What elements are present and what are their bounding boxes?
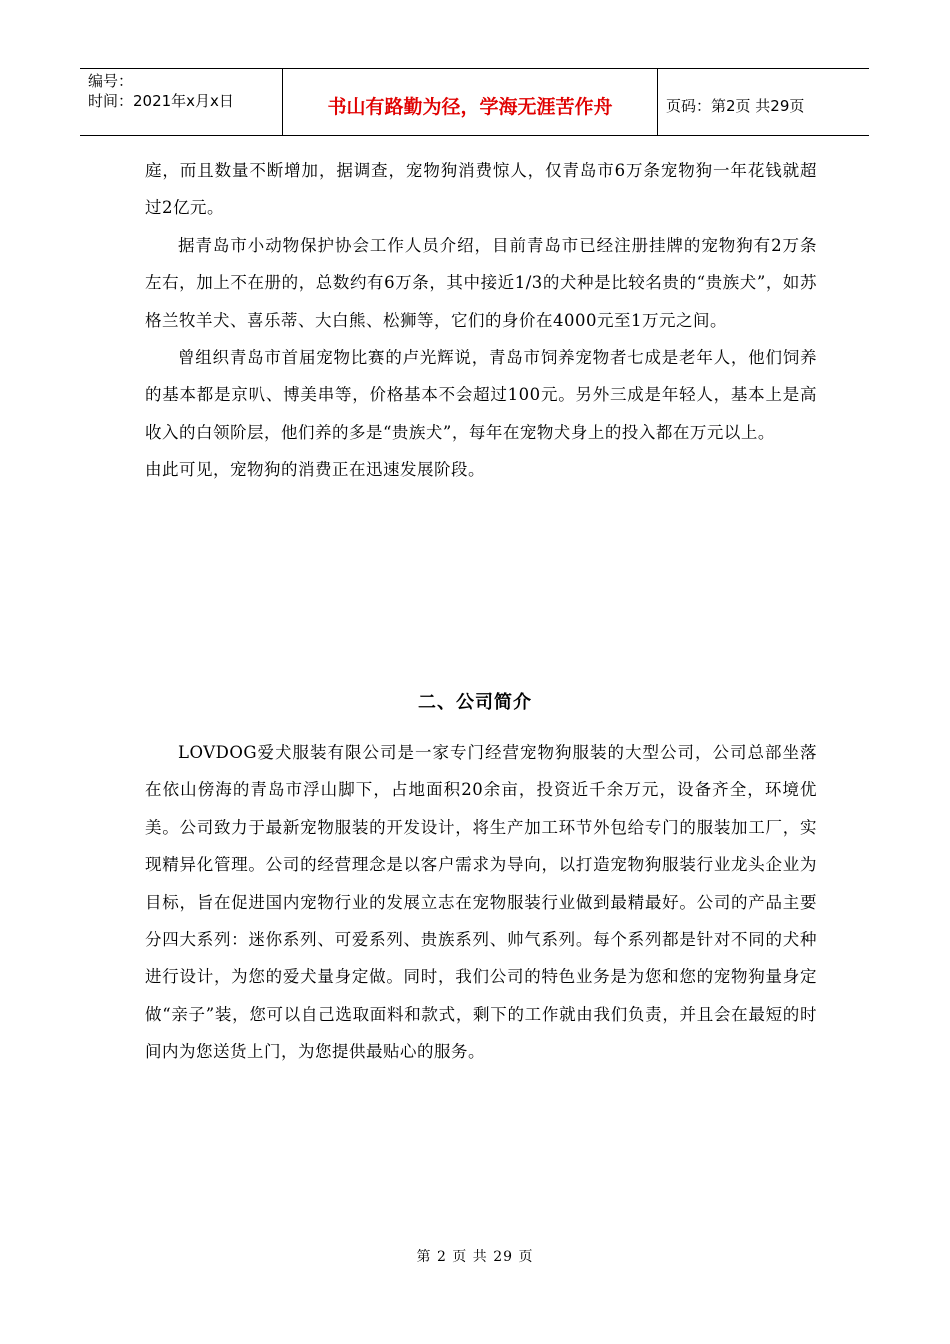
- section-company-intro: [145, 734, 817, 1071]
- paragraph: 曾组织青岛市首届宠物比赛的卢光辉说，青岛市饲养宠物者七成是老年人，他们饲养的基本都是京叭、博美串等，价格基本不会超过100元。另外三成是年轻人，基本上是高收入的白领阶层，他们养的多是“贵族犬”，每年在宠物犬身上的投入都在万元以上。: [145, 348, 817, 442]
- document-date: 时间：2021年x月x日: [88, 92, 234, 110]
- page-header: [80, 68, 869, 136]
- paragraph: 由此可见，宠物狗的消费正在迅速发展阶段。: [145, 460, 485, 480]
- paragraph: 据青岛市小动物保护协会工作人员介绍，目前青岛市已经注册挂牌的宠物狗有2万条左右，加上不在册的，总数约有6万条，其中接近1/3的犬种是比较名贵的“贵族犬”，如苏格兰牧羊犬、喜乐蒂、大白熊、松狮等，它们的身价在4000元至1万元之间。: [145, 235, 817, 330]
- paragraph: LOVDOG爱犬服装有限公司是一家专门经营宠物狗服装的大型公司，公司总部坐落在依山傍海的青岛市浮山脚下，占地面积20余亩，投资近千余万元，设备齐全，环境优美。公司致力于最新宠物服装的开发设计，将生产加工环节外包给专门的服装加工厂，实现精异化管理。公司的经营理念是以客户需求为导向，以打造宠物狗服装行业龙头企业为目标，旨在促进国内宠物行业的发展立志在宠物服装行业做到最精最好。公司的产品主要分四大系列：迷你系列、可爱系列、贵族系列、帅气系列。每个系列都是针对不同的犬种进行设计，为您的爱犬量身定做。同时，我们公司的特色业务是为您和您的宠物狗量身定做“亲子”装，您可以自己选取面料和款式，剩下的工作就由我们负责，并且会在最短的时间内为您送货上门，为您提供最贴心的服务。: [145, 743, 817, 1062]
- header-page-number: 页码：第2页 共29页: [666, 96, 805, 115]
- paragraph: 庭，而且数量不断增加，据调查，宠物狗消费惊人，仅青岛市6万条宠物狗一年花钱就超过2亿元。: [145, 161, 817, 218]
- section-market-analysis: [145, 152, 817, 489]
- page-footer: 第 2 页 共 29 页: [416, 1249, 534, 1265]
- section-heading: 二、公司简介: [418, 692, 532, 713]
- document-number: 编号：: [88, 72, 134, 90]
- header-motto: 书山有路勤为径，学海无涯苦作舟: [282, 69, 658, 135]
- header-meta: [80, 69, 282, 135]
